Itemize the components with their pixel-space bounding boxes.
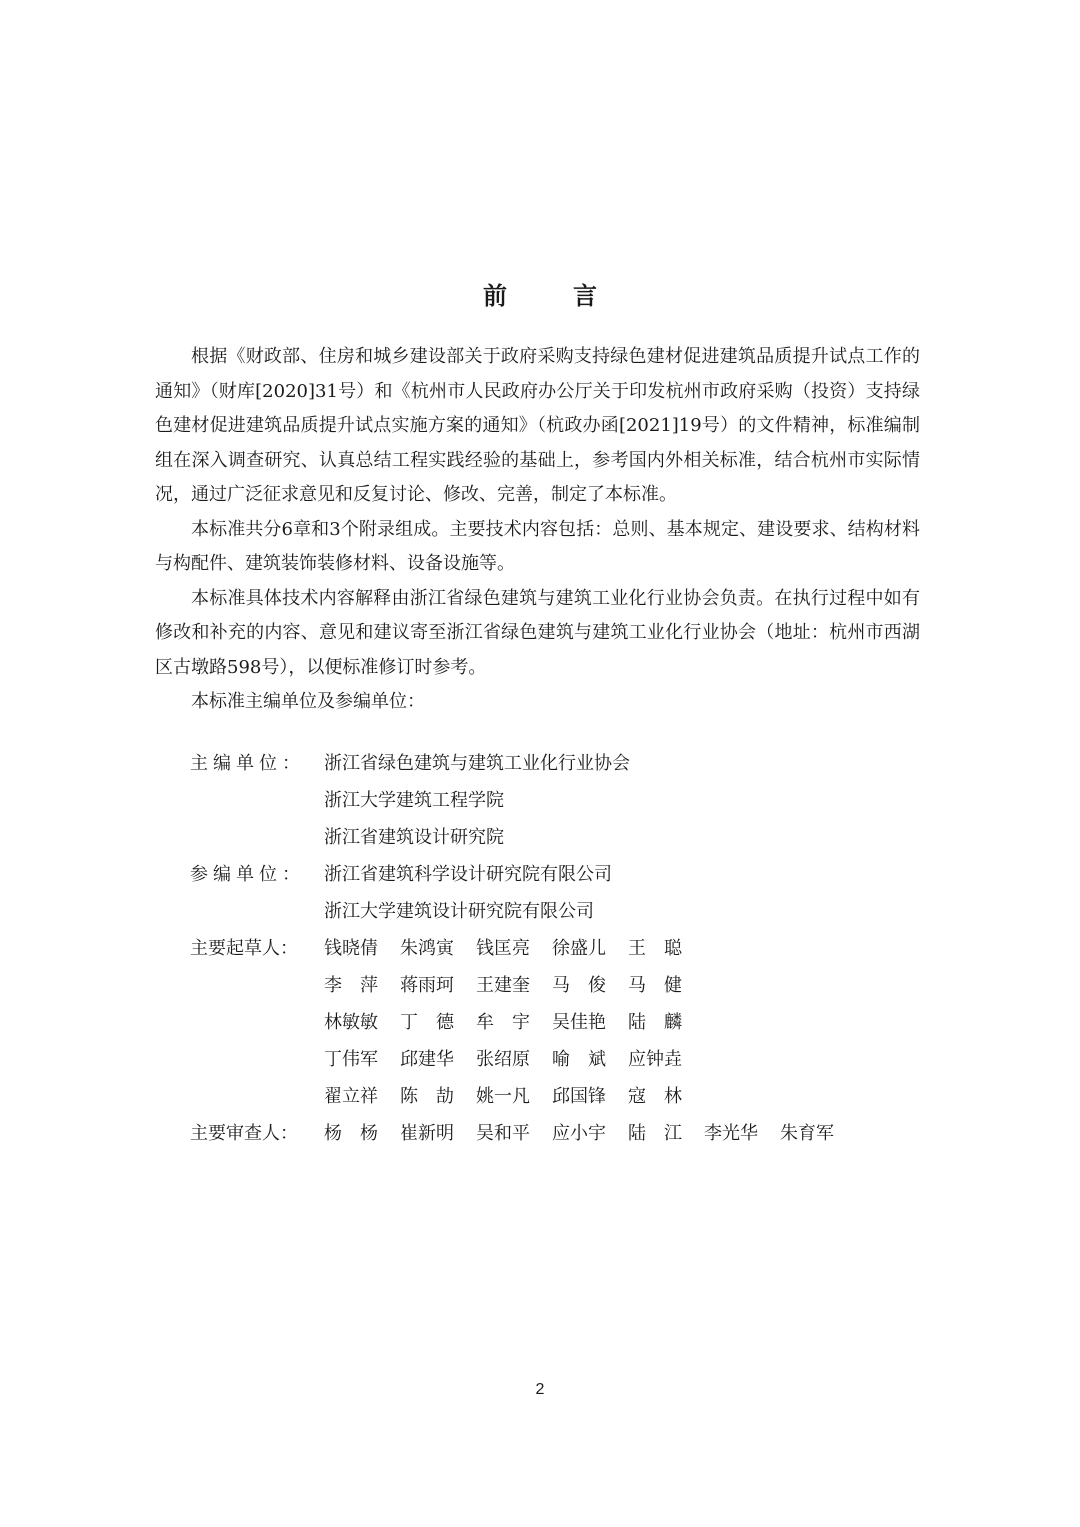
drafter-name: 马 健 [628,975,682,996]
page-title: 前言 [483,281,663,310]
drafter-name: 寇 林 [628,1086,682,1107]
drafter-name: 吴佳艳 [552,1012,606,1033]
chief-editor-label: 主编单位： [190,753,305,774]
drafters-row [190,1004,856,1041]
reviewer-name: 吴和平 [476,1123,530,1144]
drafter-name: 牟 宇 [476,1012,530,1033]
drafter-name: 王建奎 [476,975,530,996]
chief-editor-unit: 浙江省绿色建筑与建筑工业化行业协会 [324,753,630,774]
chief-editor-row [190,819,856,856]
drafter-name: 丁伟军 [324,1049,378,1070]
drafter-name: 钱晓倩 [324,938,378,959]
drafter-name: 陆 麟 [628,1012,682,1033]
reviewers-row [190,1115,856,1152]
reviewer-name: 陆 江 [628,1123,682,1144]
drafter-name: 陈 劼 [400,1086,454,1107]
drafter-name: 丁 德 [400,1012,454,1033]
drafters-label: 主要起草人： [190,938,298,959]
drafters-row [190,1041,856,1078]
drafter-name: 喻 斌 [552,1049,606,1070]
reviewer-name: 杨 杨 [324,1123,378,1144]
preface-body [155,340,920,720]
drafter-name: 张绍原 [476,1049,530,1070]
reviewer-name: 应小宇 [552,1123,606,1144]
chief-editor-row [190,782,856,819]
reviewer-name: 李光华 [704,1123,758,1144]
drafter-name: 邱建华 [400,1049,454,1070]
chief-editor-unit: 浙江大学建筑工程学院 [324,790,504,811]
drafters-row [190,967,856,1004]
drafters-row [190,1078,856,1115]
co-editor-row [190,893,856,930]
co-editor-unit: 浙江省建筑科学设计研究院有限公司 [324,864,612,885]
reviewer-name: 崔新明 [400,1123,454,1144]
drafter-name: 蒋雨珂 [400,975,454,996]
co-editor-unit: 浙江大学建筑设计研究院有限公司 [324,901,594,922]
drafter-name: 马 俊 [552,975,606,996]
drafter-name: 李 萍 [324,975,378,996]
units-and-people-list [190,745,856,1152]
page-number: 2 [535,1381,545,1398]
drafter-name: 王 聪 [628,938,682,959]
drafter-name: 钱匡亮 [476,938,530,959]
drafter-name: 朱鸿寅 [400,938,454,959]
drafters-row [190,930,856,967]
drafter-name: 徐盛儿 [552,938,606,959]
co-editor-row [190,856,856,893]
drafter-name: 林敏敏 [324,1012,378,1033]
reviewers-label: 主要审查人： [190,1123,298,1144]
paragraph-basis: 根据《财政部、住房和城乡建设部关于政府采购支持绿色建材促进建筑品质提升试点工作的通知》（财库[2020]31号）和《杭州市人民政府办公厅关于印发杭州市政府采购（投资）支持绿色建材促进建筑品质提升试点实施方案的通知》（杭政办函[2021]19号）的文件精神，标准编制组在深入调查研究、认真总结工程实践经验的基础上，参考国内外相关标准，结合杭州市实际情况，通过广泛征求意见和反复讨论、修改、完善，制定了本标准。 [155,346,920,505]
drafter-name: 翟立祥 [324,1086,378,1107]
paragraph-contents: 本标准共分6章和3个附录组成。主要技术内容包括：总则、基本规定、建设要求、结构材料与构配件、建筑装饰装修材料、设备设施等。 [155,518,920,574]
paragraph-interpretation: 本标准具体技术内容解释由浙江省绿色建筑与建筑工业化行业协会负责。在执行过程中如有修改和补充的内容、意见和建议寄至浙江省绿色建筑与建筑工业化行业协会（地址：杭州市西湖区古墩路598号），以便标准修订时参考。 [155,587,920,678]
drafter-name: 姚一凡 [476,1086,530,1107]
co-editor-label: 参编单位： [190,864,305,885]
drafter-name: 邱国锋 [552,1086,606,1107]
chief-editor-row [190,745,856,782]
units-intro: 本标准主编单位及参编单位： [191,691,425,712]
drafter-name: 应钟垚 [628,1049,682,1070]
chief-editor-unit: 浙江省建筑设计研究院 [324,827,504,848]
reviewer-name: 朱育军 [780,1123,834,1144]
